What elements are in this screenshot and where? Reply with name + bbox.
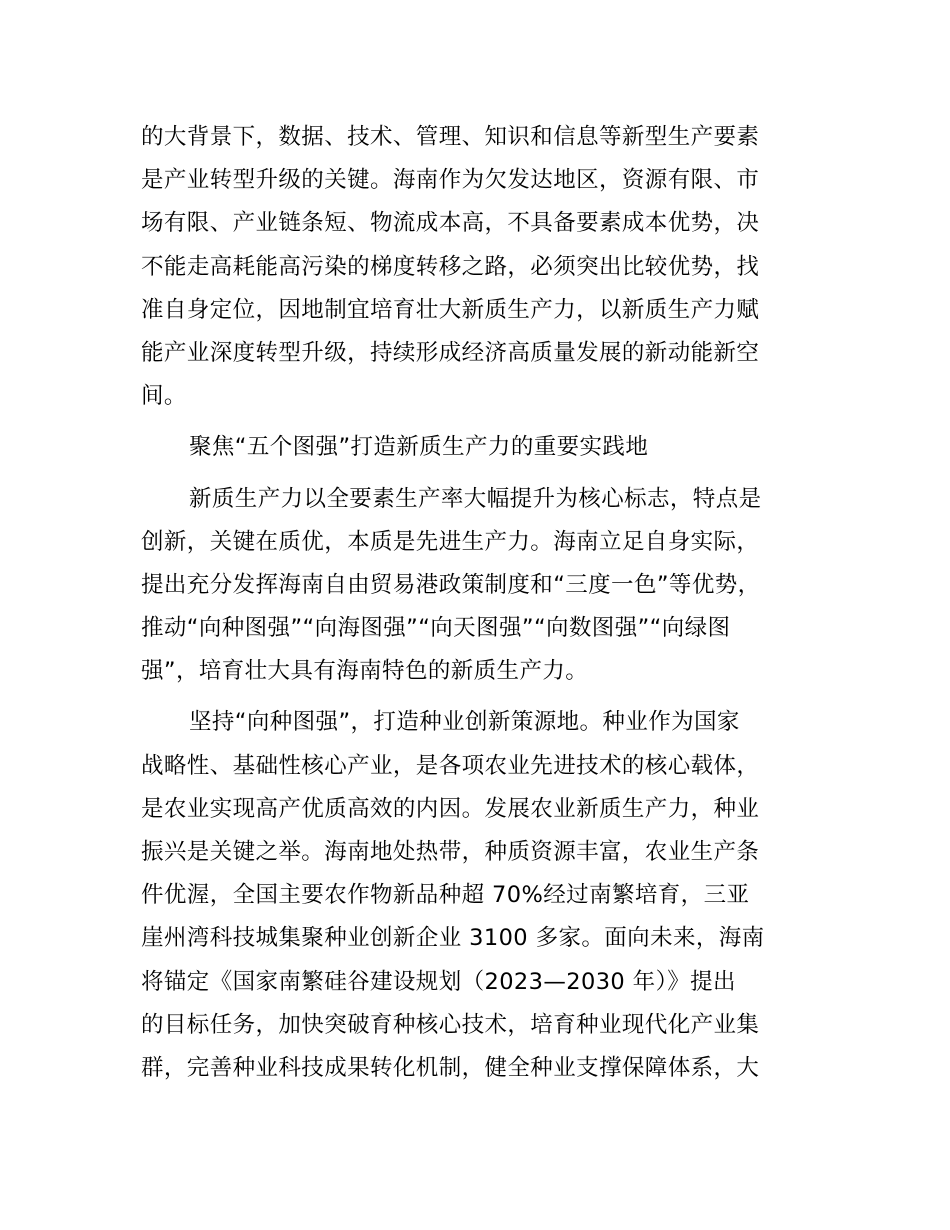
text-line: 新质生产力以全要素生产率大幅提升为核心标志，特点是	[189, 485, 762, 512]
text-line: 场有限、产业链条短、物流成本高，不具备要素成本优势，决	[141, 210, 760, 237]
text-line: 强”，培育壮大具有海南特色的新质生产力。	[141, 658, 589, 685]
text-line: 聚焦“五个图强”打造新质生产力的重要实践地	[189, 434, 649, 461]
paragraph	[141, 426, 821, 469]
text-line: 群，完善种业科技成果转化机制，健全种业支撑保障体系，大	[141, 1054, 760, 1081]
text-line: 准自身定位，因地制宜培育壮大新质生产力，以新质生产力赋	[141, 296, 760, 323]
paragraph	[141, 478, 821, 694]
paragraph	[141, 116, 821, 418]
text-line: 将锚定《国家南繁硅谷建设规划（2023—2030 年）》提出	[141, 968, 736, 995]
text-line: 崖州湾科技城集聚种业创新企业 3100 多家。面向未来，海南	[141, 925, 765, 952]
text-line: 间。	[141, 383, 187, 410]
text-line: 的大背景下，数据、技术、管理、知识和信息等新型生产要素	[141, 124, 760, 150]
text-line: 是产业转型升级的关键。海南作为欠发达地区，资源有限、市	[141, 167, 760, 194]
text-line: 是农业实现高产优质高效的内因。发展农业新质生产力，种业	[141, 795, 760, 822]
text-line: 战略性、基础性核心产业，是各项农业先进技术的核心载体，	[141, 752, 760, 779]
document-body	[141, 116, 821, 1098]
text-line: 提出充分发挥海南自由贸易港政策制度和“三度一色”等优势，	[141, 571, 761, 598]
text-line: 的目标任务，加快突破育种核心技术，培育种业现代化产业集	[141, 1011, 760, 1038]
text-line: 坚持“向种图强”，打造种业创新策源地。种业作为国家	[189, 709, 740, 736]
text-line: 创新，关键在质优，本质是先进生产力。海南立足自身实际，	[141, 528, 760, 555]
text-line: 件优渥，全国主要农作物新品种超 70%经过南繁培育，三亚	[141, 882, 750, 909]
text-line: 能产业深度转型升级，持续形成经济高质量发展的新动能新空	[141, 339, 760, 366]
text-line: 不能走高耗能高污染的梯度转移之路，必须突出比较优势，找	[141, 253, 760, 280]
paragraph	[141, 701, 821, 1090]
text-line: 推动“向种图强”“向海图强”“向天图强”“向数图强”“向绿图	[141, 615, 731, 642]
text-line: 振兴是关键之举。海南地处热带，种质资源丰富，农业生产条	[141, 839, 760, 865]
